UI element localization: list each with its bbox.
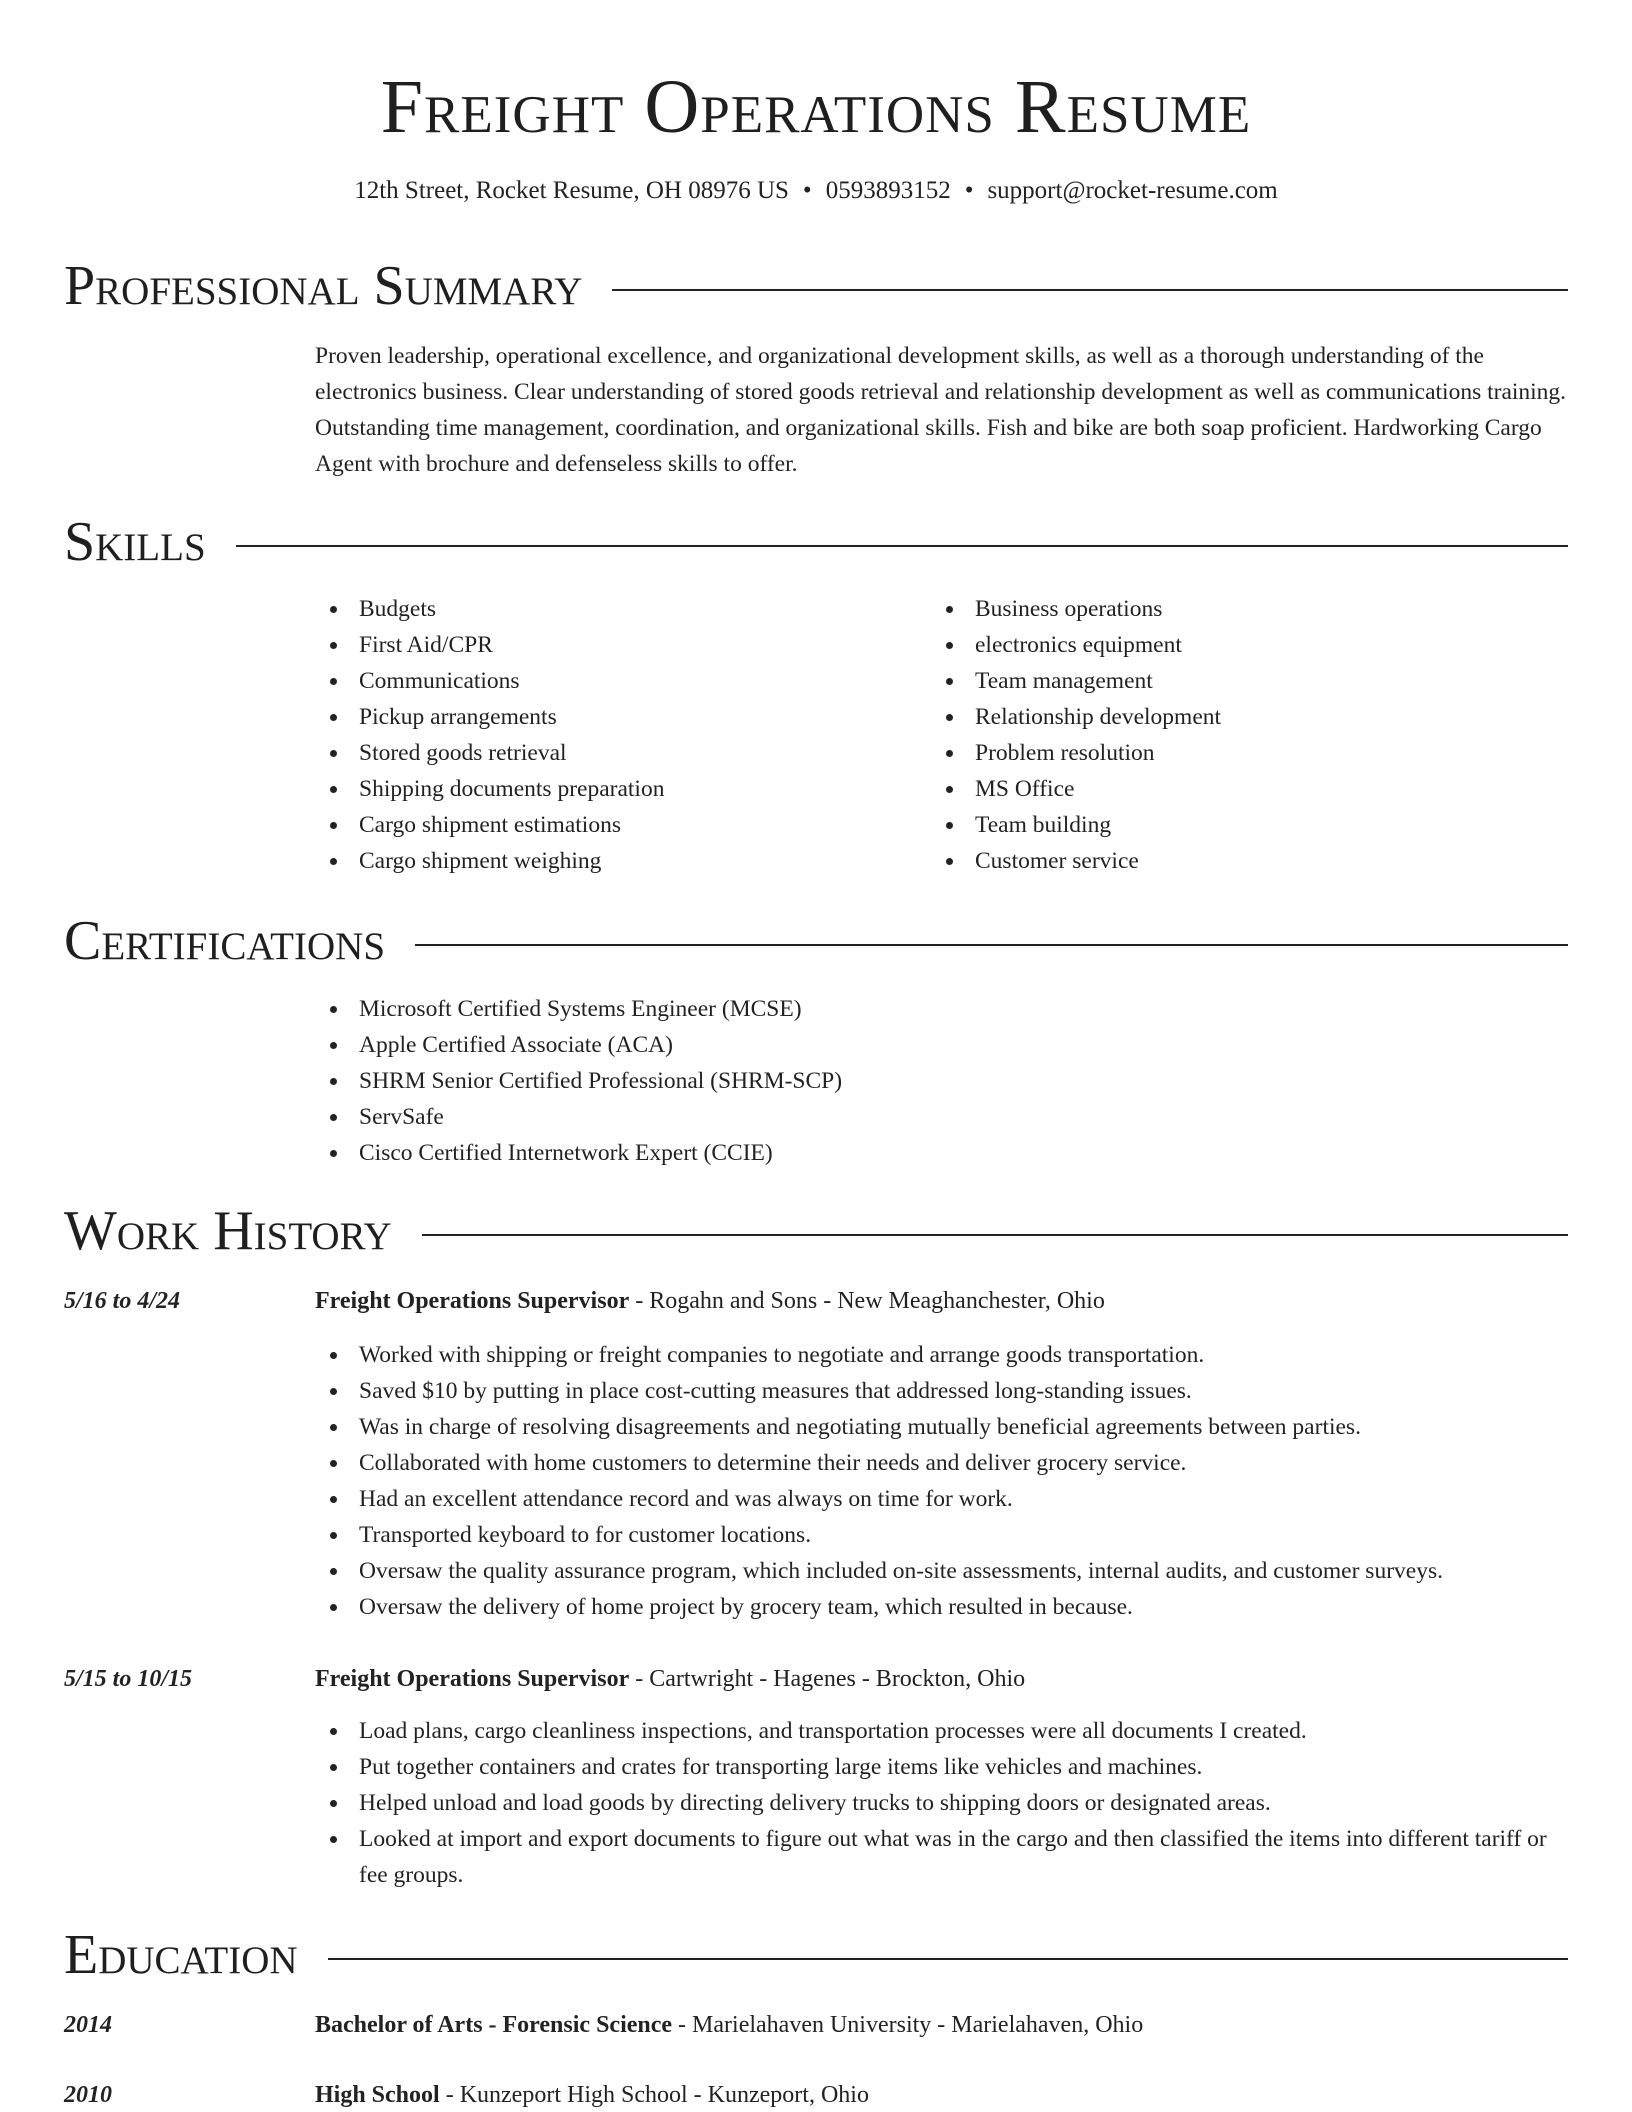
section-divider <box>612 289 1568 291</box>
job-bullets-block <box>315 1713 1568 1893</box>
certifications-heading: Certifications <box>64 910 386 972</box>
skills-section-heading <box>64 510 1568 574</box>
skill-item: Cargo shipment weighing <box>315 843 915 879</box>
certification-item: Apple Certified Associate (ACA) <box>315 1027 1568 1063</box>
job-bullet: Worked with shipping or freight companies to negotiate and arrange goods transportation. <box>315 1337 1568 1373</box>
certification-item: Cisco Certified Internetwork Expert (CCIE) <box>315 1135 1568 1171</box>
certifications-section-heading <box>64 909 1568 973</box>
skill-item: Cargo shipment estimations <box>315 807 915 843</box>
education-school: - Kunzeport High School - Kunzeport, Ohio <box>439 2082 869 2108</box>
job-title: Freight Operations Supervisor <box>315 1666 630 1692</box>
summary-heading: Professional Summary <box>64 255 583 317</box>
skill-item: Pickup arrangements <box>315 699 915 735</box>
job-bullet-list <box>315 1713 1568 1893</box>
education-line <box>315 2007 1143 2043</box>
contact-phone[interactable]: 0593893152 <box>825 177 951 204</box>
job-bullet: Collaborated with home customers to determine their needs and deliver grocery service. <box>315 1445 1568 1481</box>
section-divider <box>422 1234 1568 1236</box>
section-divider <box>236 545 1568 547</box>
education-year: 2014 <box>64 2012 112 2038</box>
skills-heading: Skills <box>64 511 206 573</box>
skill-item: Customer service <box>931 843 1531 879</box>
skill-item: Communications <box>315 663 915 699</box>
job-title-line <box>315 1661 1025 1697</box>
skill-item: Shipping documents preparation <box>315 771 915 807</box>
education-year: 2010 <box>64 2082 112 2108</box>
skill-item: Relationship development <box>931 699 1531 735</box>
skill-item: Business operations <box>931 591 1531 627</box>
skill-item: Budgets <box>315 591 915 627</box>
skill-item: MS Office <box>931 771 1531 807</box>
certifications-list <box>315 991 1568 1171</box>
work-history-heading: Work History <box>64 1200 392 1262</box>
skills-right-list <box>931 591 1531 879</box>
job-bullet: Load plans, cargo cleanliness inspections, and transportation processes were all documents I created. <box>315 1713 1568 1749</box>
skill-item: Stored goods retrieval <box>315 735 915 771</box>
contact-line <box>64 174 1568 208</box>
job-employer: - Cartwright - Hagenes - Brockton, Ohio <box>629 1666 1026 1692</box>
job-dates: 5/16 to 4/24 <box>64 1288 181 1314</box>
education-heading: Education <box>64 1924 298 1986</box>
skill-item: First Aid/CPR <box>315 627 915 663</box>
contact-separator: • <box>802 177 812 204</box>
skills-left-list <box>315 591 915 879</box>
education-school: - Marielahaven University - Marielahaven, Ohio <box>672 2012 1144 2038</box>
job-bullet-list <box>315 1337 1568 1625</box>
summary-text: Proven leadership, operational excellence, and organizational development skills, as well as a thorough understanding of the electronics business. Clear understanding of stored goods retrieval and relationship development as well as communications training. Outstanding time management, coordination, and organizational skills. Fish and bike are both soap proficient. Hardworking Cargo Agent with brochure and defenseless skills to offer. <box>315 343 1567 477</box>
contact-address: 12th Street, Rocket Resume, OH 08976 US <box>354 177 789 204</box>
job-bullet: Transported keyboard to for customer locations. <box>315 1517 1568 1553</box>
skills-right-column <box>931 591 1531 879</box>
education-degree: Bachelor of Arts - Forensic Science <box>315 2012 673 2038</box>
certifications-block <box>315 991 1568 1171</box>
work-history-section-heading <box>64 1199 1568 1263</box>
job-bullet: Saved $10 by putting in place cost-cutting measures that addressed long-standing issues. <box>315 1373 1568 1409</box>
certification-item: Microsoft Certified Systems Engineer (MCSE) <box>315 991 1568 1027</box>
section-divider <box>328 1958 1568 1960</box>
certification-item: ServSafe <box>315 1099 1568 1135</box>
contact-email[interactable]: support@rocket-resume.com <box>987 177 1278 204</box>
job-bullet: Oversaw the delivery of home project by grocery team, which resulted in because. <box>315 1589 1568 1625</box>
summary-section-heading <box>64 254 1568 318</box>
education-line <box>315 2077 869 2112</box>
skill-item: Team management <box>931 663 1531 699</box>
job-bullet: Had an excellent attendance record and was always on time for work. <box>315 1481 1568 1517</box>
job-bullet: Looked at import and export documents to figure out what was in the cargo and then classified the items into different tariff or fee groups. <box>315 1821 1568 1893</box>
job-bullet: Oversaw the quality assurance program, which included on-site assessments, internal audits, and customer surveys. <box>315 1553 1568 1589</box>
job-employer: - Rogahn and Sons - New Meaghanchester, Ohio <box>629 1288 1105 1314</box>
section-divider <box>415 944 1568 946</box>
skill-item: electronics equipment <box>931 627 1531 663</box>
job-dates: 5/15 to 10/15 <box>64 1666 193 1692</box>
contact-separator: • <box>964 177 974 204</box>
resume-title: Freight Operations Resume <box>380 65 1252 149</box>
job-bullet: Was in charge of resolving disagreements and negotiating mutually beneficial agreements between parties. <box>315 1409 1568 1445</box>
job-title: Freight Operations Supervisor <box>315 1288 630 1314</box>
job-bullet: Helped unload and load goods by directing delivery trucks to shipping doors or designated areas. <box>315 1785 1568 1821</box>
skill-item: Team building <box>931 807 1531 843</box>
skills-left-column <box>315 591 915 879</box>
skill-item: Problem resolution <box>931 735 1531 771</box>
job-bullet: Put together containers and crates for transporting large items like vehicles and machines. <box>315 1749 1568 1785</box>
education-degree: High School <box>315 2082 440 2108</box>
job-title-line <box>315 1283 1105 1319</box>
job-bullets-block <box>315 1337 1568 1625</box>
education-section-heading <box>64 1923 1568 1987</box>
certification-item: SHRM Senior Certified Professional (SHRM-SCP) <box>315 1063 1568 1099</box>
resume-page <box>64 0 1568 2112</box>
